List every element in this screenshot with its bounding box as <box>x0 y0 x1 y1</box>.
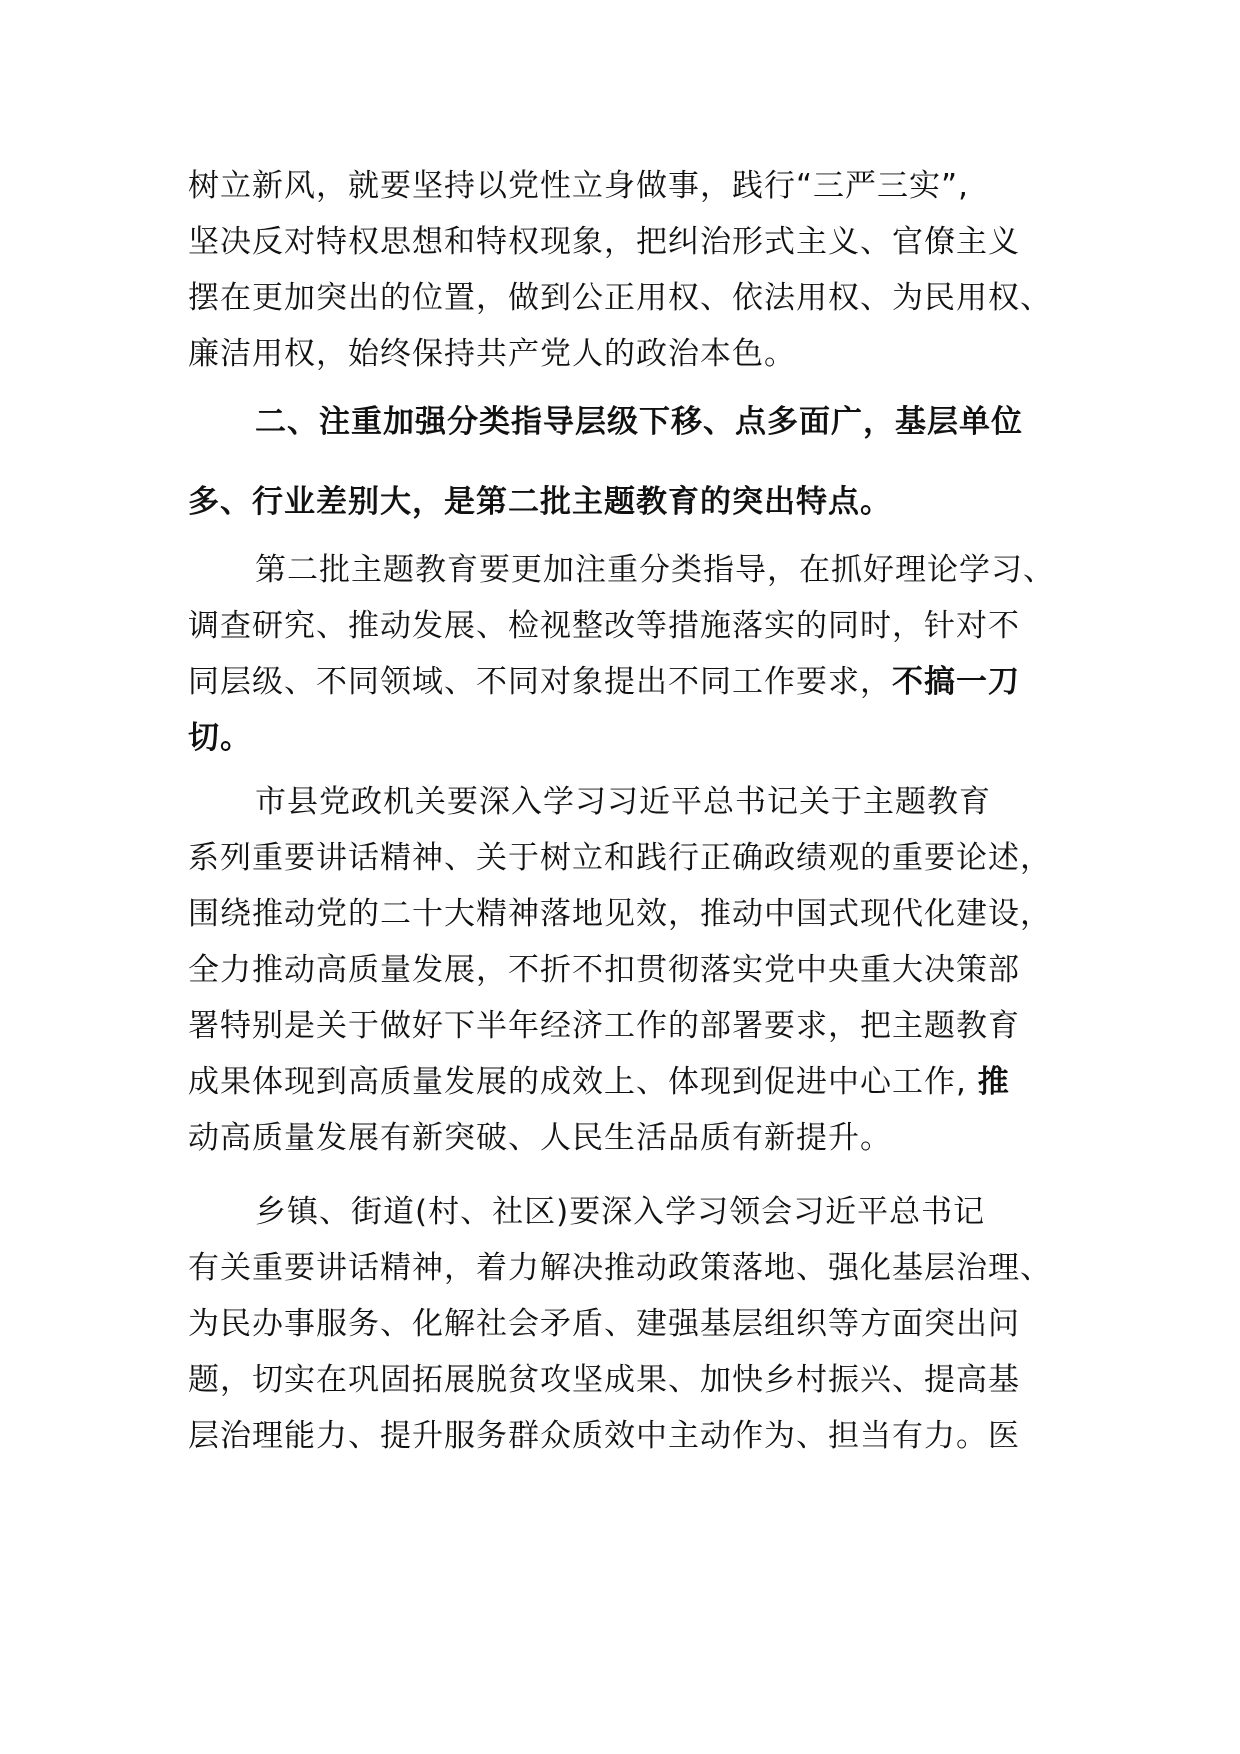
paragraph-1 <box>188 158 1068 382</box>
text-line: 有关重要讲话精神，着力解决推动政策落地、强化基层治理、 <box>188 1250 1052 1286</box>
section-heading-2 <box>188 382 1068 542</box>
paragraph-3 <box>188 774 1068 1166</box>
text-line: 调查研究、推动发展、检视整改等措施落实的同时，针对不 <box>188 608 1020 644</box>
paragraph-4 <box>188 1184 1068 1464</box>
text-line: 全力推动高质量发展，不折不扣贯彻落实党中央重大决策部 <box>188 952 1020 988</box>
text-line: 坚决反对特权思想和特权现象，把纠治形式主义、官僚主义 <box>188 224 1020 260</box>
text-line: 切。 <box>188 720 252 756</box>
heading-line: 二、注重加强分类指导层级下移、点多面广，基层单位 <box>255 404 1023 440</box>
paragraph-2 <box>188 542 1068 766</box>
text-line: 树立新风，就要坚持以党性立身做事，践行“三严三实”, <box>188 168 969 204</box>
text-line: 摆在更加突出的位置，做到公正用权、依法用权、为民用权、 <box>188 280 1052 316</box>
text-line: 廉洁用权，始终保持共产党人的政治本色。 <box>188 336 796 372</box>
text-run: 成果体现到高质量发展的成效上、体现到促进中心工作, <box>188 1064 967 1100</box>
text-line: 层治理能力、提升服务群众质效中主动作为、担当有力。医 <box>188 1418 1020 1454</box>
text-line: 第二批主题教育要更加注重分类指导，在抓好理论学习、 <box>255 552 1055 588</box>
text-line: 市县党政机关要深入学习习近平总书记关于主题教育 <box>255 784 991 820</box>
text-line <box>188 1054 1068 1110</box>
heading-line: 多、行业差别大，是第二批主题教育的突出特点。 <box>188 484 892 520</box>
text-line: 署特别是关于做好下半年经济工作的部署要求，把主题教育 <box>188 1008 1020 1044</box>
text-line <box>188 654 1068 710</box>
bold-text-run: 不搞一刀 <box>892 664 1020 700</box>
text-line: 动高质量发展有新突破、人民生活品质有新提升。 <box>188 1120 892 1156</box>
text-line: 为民办事服务、化解社会矛盾、建强基层组织等方面突出问 <box>188 1306 1020 1342</box>
document-page <box>188 158 1068 1464</box>
text-line: 系列重要讲话精神、关于树立和践行正确政绩观的重要论述， <box>188 840 1052 876</box>
text-line: 题，切实在巩固拓展脱贫攻坚成果、加快乡村振兴、提高基 <box>188 1362 1020 1398</box>
text-run: 同层级、不同领域、不同对象提出不同工作要求， <box>188 664 892 700</box>
text-line: 乡镇、街道(村、社区)要深入学习领会习近平总书记 <box>255 1194 986 1230</box>
text-line: 围绕推动党的二十大精神落地见效，推动中国式现代化建设， <box>188 896 1052 932</box>
bold-text-run: 推 <box>977 1064 1010 1100</box>
